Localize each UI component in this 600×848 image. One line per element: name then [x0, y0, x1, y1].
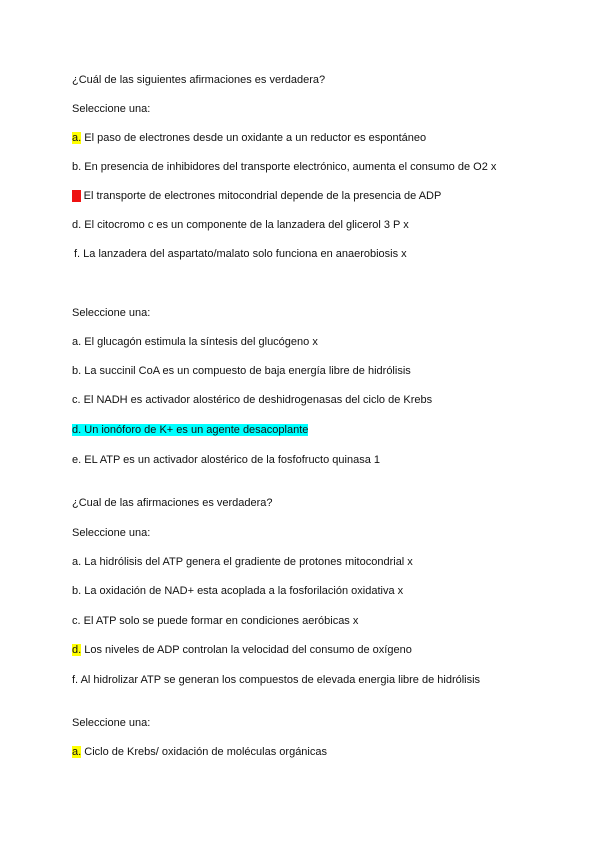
option-1d [72, 218, 409, 232]
select-prompt-3: Seleccione una: [72, 527, 151, 539]
option-text: Un ionóforo de K+ es un agente desacoplante [81, 424, 309, 436]
option-3f [72, 673, 480, 687]
option-marker: f. [72, 674, 79, 686]
option-marker: b. [72, 161, 82, 173]
select-prompt-4: Seleccione una: [72, 717, 151, 729]
option-3d [72, 643, 412, 657]
option-text: El paso de electrones desde un oxidante a un reductor es espontáneo [81, 132, 427, 144]
option-3a [72, 555, 413, 569]
wrong-marker: c. [72, 190, 81, 202]
option-text: En presencia de inhibidores del transporte electrónico, aumenta el consumo de O2 x [81, 161, 497, 173]
option-text: El glucagón estimula la síntesis del glucógeno x [81, 336, 318, 348]
option-text: El transporte de electrones mitocondrial depende de la presencia de ADP [80, 190, 442, 202]
option-text: La oxidación de NAD+ esta acoplada a la fosforilación oxidativa x [81, 585, 404, 597]
answer-highlight [72, 424, 308, 436]
option-marker: b. [72, 585, 82, 597]
option-text: El ATP solo se puede formar en condiciones aeróbicas x [80, 615, 359, 627]
option-2b [72, 364, 411, 378]
option-1b [72, 160, 496, 174]
option-3b [72, 584, 403, 598]
select-prompt-2: Seleccione una: [72, 307, 151, 319]
answer-marker: d. [72, 644, 82, 656]
option-text: Al hidrolizar ATP se generan los compuestos de elevada energia libre de hidrólisis [78, 674, 481, 686]
option-text: La succinil CoA es un compuesto de baja energía libre de hidrólisis [81, 365, 411, 377]
option-marker: c. [72, 615, 81, 627]
option-marker: c. [72, 394, 81, 406]
option-marker: e. [72, 454, 82, 466]
option-marker: d. [72, 424, 82, 436]
option-text: La hidrólisis del ATP genera el gradiente de protones mitocondrial x [81, 556, 413, 568]
question-3: ¿Cual de las afirmaciones es verdadera? [72, 497, 273, 509]
option-marker: f. [74, 248, 81, 260]
option-text: EL ATP es un activador alostérico de la fosfofructo quinasa 1 [81, 454, 380, 466]
option-2e [72, 453, 380, 467]
option-text: El citocromo c es un componente de la lanzadera del glicerol 3 P x [81, 219, 409, 231]
option-1f [74, 247, 407, 261]
option-2c [72, 393, 432, 407]
option-2d [72, 423, 308, 437]
question-1: ¿Cuál de las siguientes afirmaciones es verdadera? [72, 74, 326, 86]
option-3c [72, 614, 358, 628]
option-text: Ciclo de Krebs/ oxidación de moléculas orgánicas [81, 746, 327, 758]
option-1a [72, 131, 426, 145]
option-text: El NADH es activador alostérico de deshidrogenasas del ciclo de Krebs [80, 394, 433, 406]
option-text: La lanzadera del aspartato/malato solo funciona en anaerobiosis x [80, 248, 407, 260]
option-text: Los niveles de ADP controlan la velocidad del consumo de oxígeno [81, 644, 412, 656]
answer-marker: a. [72, 746, 82, 758]
answer-marker: a. [72, 132, 82, 144]
option-4a [72, 745, 327, 759]
option-marker: b. [72, 365, 82, 377]
option-marker: a. [72, 336, 82, 348]
option-1c [72, 189, 441, 203]
option-marker: a. [72, 556, 82, 568]
select-prompt-1: Seleccione una: [72, 103, 151, 115]
option-2a [72, 335, 318, 349]
option-marker: d. [72, 219, 82, 231]
